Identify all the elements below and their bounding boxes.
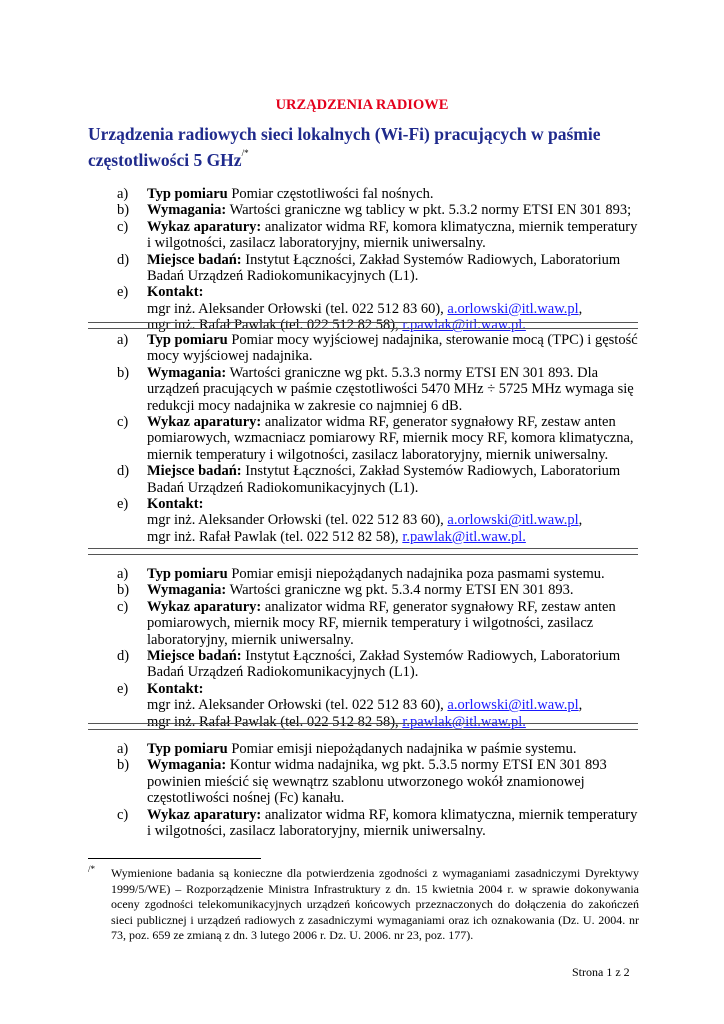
- item-label: Wykaz aparatury:: [147, 414, 262, 431]
- measurement-section-2: [117, 332, 641, 545]
- section-separator: [88, 723, 638, 730]
- item-label: Wykaz aparatury:: [147, 806, 262, 823]
- item-text: analizator widma RF, komora klimatyczna, miernik temperatury i wilgotności, zasilacz laboratoryjny, miernik uniwersalny.: [147, 218, 638, 252]
- item-d: [117, 252, 641, 285]
- page-number: Strona 1 z 2: [572, 965, 630, 979]
- item-label: Wykaz aparatury:: [147, 218, 262, 235]
- item-b: [117, 202, 641, 218]
- email-link[interactable]: a.orlowski@itl.waw.pl: [447, 697, 579, 714]
- item-letter: b): [117, 364, 130, 381]
- item-text: Kontur widma nadajnika, wg pkt. 5.3.5 normy ETSI EN 301 893 powinien mieścić się wewnątrz szablonu utworzonego wokół znamionowej częstotliwości nośnej (Fc) kanału.: [147, 757, 607, 807]
- item-letter: b): [117, 202, 130, 219]
- title-text: Urządzenia radiowych sieci lokalnych (Wi-Fi) pracujących w paśmie częstotliwości 5 GHz: [88, 124, 601, 170]
- item-a: [117, 741, 641, 757]
- item-a: [117, 566, 641, 582]
- item-c: [117, 414, 641, 463]
- item-label: Wymagania:: [147, 364, 227, 381]
- item-label: Miejsce badań:: [147, 648, 242, 665]
- item-label: Typ pomiaru: [147, 332, 228, 348]
- document-title: [88, 125, 648, 170]
- email-link[interactable]: r.pawlak@itl.waw.pl.: [402, 528, 526, 545]
- item-d: [117, 463, 641, 496]
- item-letter: d): [117, 251, 130, 268]
- item-text: analizator widma RF, generator sygnałowy RF, zestaw anten pomiarowych, miernik mocy RF, miernik temperatury i wilgotności, zasilacz laboratoryjny, miernik uniwersalny.: [147, 598, 616, 648]
- contact-text: mgr inż. Rafał Pawlak (tel. 022 512 82 58),: [147, 528, 403, 545]
- contact-text: mgr inż. Rafał Pawlak (tel. 022 512 82 58),: [147, 713, 403, 730]
- item-label: Wymagania:: [147, 757, 227, 774]
- item-label: Typ pomiaru: [147, 566, 228, 582]
- item-b: [117, 582, 641, 598]
- page-heading: URZĄDZENIA RADIOWE: [275, 97, 449, 113]
- item-letter: d): [117, 463, 130, 480]
- item-letter: a): [117, 332, 129, 348]
- contact-text: mgr inż. Rafał Pawlak (tel. 022 512 82 58),: [147, 317, 403, 334]
- item-text: analizator widma RF, komora klimatyczna, miernik temperatury i wilgotności, zasilacz laboratoryjny, miernik uniwersalny.: [147, 806, 638, 840]
- item-a: [117, 186, 641, 202]
- contact-text: mgr inż. Aleksander Orłowski (tel. 022 512 83 60),: [147, 512, 448, 529]
- measurement-section-1: [117, 186, 641, 334]
- contact-line-1: [147, 697, 641, 713]
- contact-separator: ,: [578, 697, 583, 714]
- item-text: Pomiar mocy wyjściowej nadajnika, sterowanie mocą (TPC) i gęstość mocy wyjściowej nadajnika.: [147, 332, 638, 365]
- section-separator: [88, 548, 638, 555]
- item-text: Wartości graniczne wg tablicy w pkt. 5.3.2 normy ETSI EN 301 893;: [226, 202, 632, 219]
- title-footnote-mark: /*: [241, 148, 249, 158]
- footnote-rule: [88, 858, 261, 859]
- item-letter: c): [117, 806, 129, 823]
- item-label: Kontakt:: [147, 680, 204, 697]
- footnote-text: Wymienione badania są konieczne dla potwierdzenia zgodności z wymaganiami zasadniczymi Dyrektywy 1999/5/WE) – Rozporządzenie Ministra Infrastruktury z dn. 15 kwietnia 2004 r. w sprawie dokonywania oceny zgodności telekomunikacyjnych urządzeń końcowych przeznaczonych do dołączenia do zakończeń sieci publicznej i urządzeń radiowych z zasadniczymi wymaganiami oraz ich oznakowania (Dz. U. 2004. nr 73, poz. 659 ze zmianą z dn. 3 lutego 2006 r. Dz. U. 2006. nr 23, poz. 177).: [111, 866, 639, 942]
- item-label: Kontakt:: [147, 496, 204, 513]
- email-link[interactable]: r.pawlak@itl.waw.pl.: [402, 317, 526, 334]
- contact-text: mgr inż. Aleksander Orłowski (tel. 022 512 83 60),: [147, 697, 448, 714]
- contact-line-1: [147, 512, 641, 528]
- item-letter: b): [117, 582, 130, 599]
- item-letter: b): [117, 757, 130, 774]
- item-label: Wykaz aparatury:: [147, 598, 262, 615]
- item-text: Instytut Łączności, Zakład Systemów Radiowych, Laboratorium Badań Urządzeń Radiokomunikacyjnych (L1).: [147, 648, 621, 681]
- email-link[interactable]: a.orlowski@itl.waw.pl: [447, 512, 579, 529]
- item-text: analizator widma RF, generator sygnałowy RF, zestaw anten pomiarowych, wzmacniacz pomiarowy RF, miernik mocy RF, komora klimatyczna, miernik temperatury i wilgotności, zasilacz laboratoryjny, miernik uniwersalny.: [147, 414, 634, 463]
- item-c: [117, 219, 641, 252]
- item-letter: c): [117, 414, 129, 431]
- item-letter: c): [117, 218, 129, 235]
- item-label: Miejsce badań:: [147, 463, 242, 480]
- item-b: [117, 365, 641, 414]
- measurement-section-3: [117, 566, 641, 730]
- item-letter: e): [117, 496, 129, 513]
- item-letter: e): [117, 284, 129, 301]
- contact-line-1: [147, 301, 641, 317]
- item-letter: a): [117, 186, 129, 202]
- item-e: [117, 496, 641, 545]
- item-d: [117, 648, 641, 681]
- item-letter: e): [117, 680, 129, 697]
- item-a: [117, 332, 641, 365]
- contact-separator: ,: [578, 512, 583, 529]
- item-letter: d): [117, 648, 130, 665]
- item-text: Wartości graniczne wg pkt. 5.3.4 normy ETSI EN 301 893.: [226, 582, 574, 599]
- item-b: [117, 757, 641, 806]
- item-letter: a): [117, 566, 129, 582]
- email-link[interactable]: r.pawlak@itl.waw.pl.: [402, 713, 526, 730]
- item-label: Miejsce badań:: [147, 251, 242, 268]
- contact-text: mgr inż. Aleksander Orłowski (tel. 022 512 83 60),: [147, 300, 448, 317]
- contact-line-2: [147, 529, 641, 545]
- section-separator: [88, 322, 638, 329]
- item-text: Pomiar częstotliwości fal nośnych.: [227, 186, 434, 202]
- item-text: Wartości graniczne wg pkt. 5.3.3 normy ETSI EN 301 893. Dla urządzeń pracujących w paśmie częstotliwości 5470 MHz ÷ 5725 MHz wymaga się redukcji mocy nadajnika w zakresie co najmniej 6 dB.: [147, 364, 634, 414]
- item-label: Typ pomiaru: [147, 741, 228, 757]
- item-text: Instytut Łączności, Zakład Systemów Radiowych, Laboratorium Badań Urządzeń Radiokomunikacyjnych (L1).: [147, 463, 621, 496]
- contact-separator: ,: [578, 300, 583, 317]
- item-label: Kontakt:: [147, 284, 204, 301]
- item-text: Pomiar emisji niepożądanych nadajnika w paśmie systemu.: [227, 741, 577, 757]
- item-text: Pomiar emisji niepożądanych nadajnika poza pasmami systemu.: [227, 566, 605, 582]
- item-c: [117, 599, 641, 648]
- item-label: Wymagania:: [147, 202, 227, 219]
- item-label: Typ pomiaru: [147, 186, 228, 202]
- measurement-section-4: [117, 741, 641, 839]
- item-label: Wymagania:: [147, 582, 227, 599]
- item-letter: a): [117, 741, 129, 757]
- footnote-mark: /*: [88, 864, 96, 874]
- item-c: [117, 807, 641, 840]
- item-letter: c): [117, 598, 129, 615]
- item-text: Instytut Łączności, Zakład Systemów Radiowych, Laboratorium Badań Urządzeń Radiokomunikacyjnych (L1).: [147, 251, 621, 285]
- email-link[interactable]: a.orlowski@itl.waw.pl: [447, 300, 579, 317]
